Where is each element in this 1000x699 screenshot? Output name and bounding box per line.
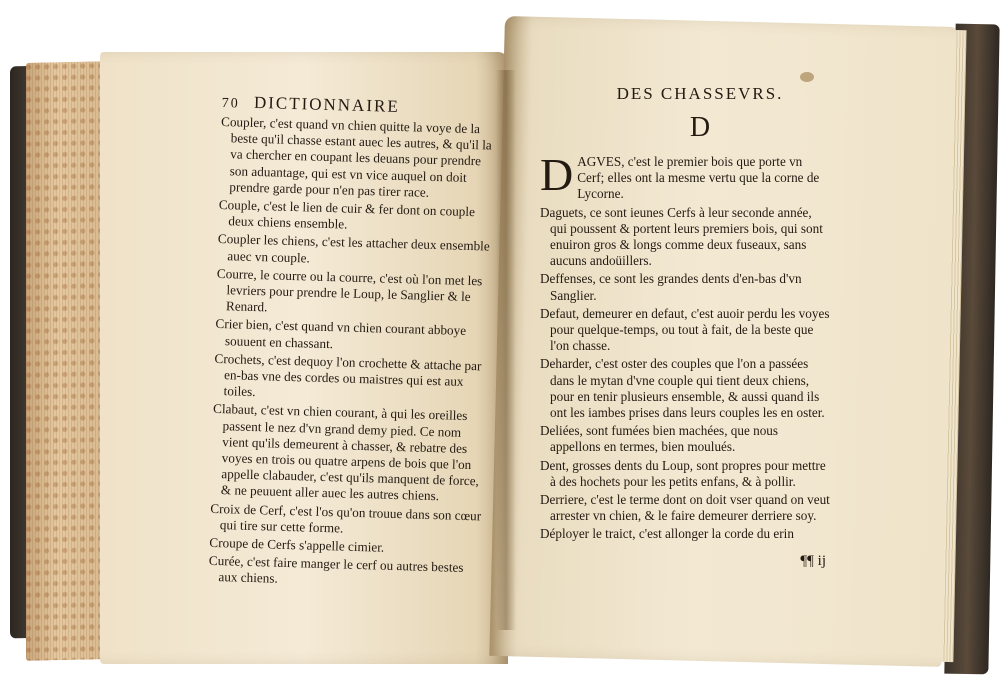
book-gutter: [496, 70, 516, 630]
entry-first: [540, 149, 830, 203]
left-page-edges: [26, 61, 106, 661]
entry: Crier bien, c'est quand vn chien courant abboye souuent en chassant.: [215, 316, 467, 351]
entry: Deliées, sont fumées bien machées, que nous appellons en termes, bien moulués.: [540, 423, 779, 455]
entry: Daguets, ce sont ieunes Cerfs à leur seconde année, qui poussent & portent leurs premiers bois, qui sont enuiron gros & longs comme deux fuseaux, sans aucuns andoüillers.: [540, 204, 823, 269]
entry: Clabaut, c'est vn chien courant, à qui les oreilles passent le nez d'vn grand demy pied. Ce nom vient qu'ils demeurent à chasser, & rebatre des voyes en trois ou quatre arpens de bois que l'on appelle clabauder, c'est qu'ils manquent de force, & ne peuuent aller auec les autres chiens.: [212, 401, 480, 504]
entry: Dent, grosses dents du Loup, sont propres pour mettre à des hochets pour les petits enfans, & à pollir.: [540, 457, 826, 489]
signature-mark: ¶¶ ij: [800, 552, 826, 569]
entry-first-text: AGVES, c'est le premier bois que porte vn Cerf; elles ont la mesme vertu que la corne de Lycorne.: [577, 154, 820, 202]
entry: Defaut, demeurer en defaut, c'est auoir perdu les voyes pour quelque-temps, ou tout à fait, de la beste que l'on chasse.: [540, 305, 830, 354]
entry: Croix de Cerf, c'est l'os qu'on trouue dans son cœur qui tire sur cette forme.: [210, 500, 482, 536]
drop-cap: D: [540, 149, 574, 200]
running-head-title: DICTIONNAIRE: [253, 92, 401, 116]
entry: Couple, c'est le lien de cuir & fer dont on couple deux chiens ensemble.: [218, 196, 476, 232]
section-letter: D: [689, 112, 711, 143]
right-page-text: [540, 84, 830, 570]
left-page-text: [208, 92, 494, 595]
entry: Deffenses, ce sont les grandes dents d'en-bas d'vn Sanglier.: [540, 271, 802, 303]
entry: Derriere, c'est le terme dont on doit vser quand on veut arrester vn chien, & le faire demeurer derriere soy.: [540, 492, 830, 524]
entry: Courre, le courre ou la courre, c'est où l'on met les levriers pour prendre le Loup, le Sanglier & le Renard.: [216, 265, 483, 315]
entry: Curée, c'est faire manger le cerf ou autres bestes aux chiens.: [208, 553, 464, 587]
right-running-head: DES CHASSEVRS.: [616, 84, 784, 103]
foxing-stain: [800, 72, 814, 82]
entry: Coupler, c'est quand vn chien quitte la voye de la beste qu'il chasse estant auec les autres, & qu'il la va chercher en coupant les deuans pour prendre son aduantage, qui est vn vice auquel on doit prendre garde pour n'en pas tirer race.: [220, 113, 492, 200]
entry: Crochets, c'est dequoy l'on crochette & attache par en-bas vne des cordes ou maistres qui est aux toiles.: [214, 350, 482, 400]
page-number: 70: [221, 95, 240, 112]
entry: Coupler les chiens, c'est les attacher deux ensemble auec vn couple.: [217, 231, 490, 266]
entry: Croupe de Cerfs s'appelle cimier.: [209, 534, 385, 555]
entry: Déployer le traict, c'est allonger la corde du erin: [540, 526, 794, 542]
entry: Deharder, c'est oster des couples que l'on a passées dans le mytan d'vne couple qui tient deux chiens, pour en tenir plusieurs ensemble, & aussi quand ils ont les iambes prises dans leurs couples les en oster.: [540, 356, 825, 421]
